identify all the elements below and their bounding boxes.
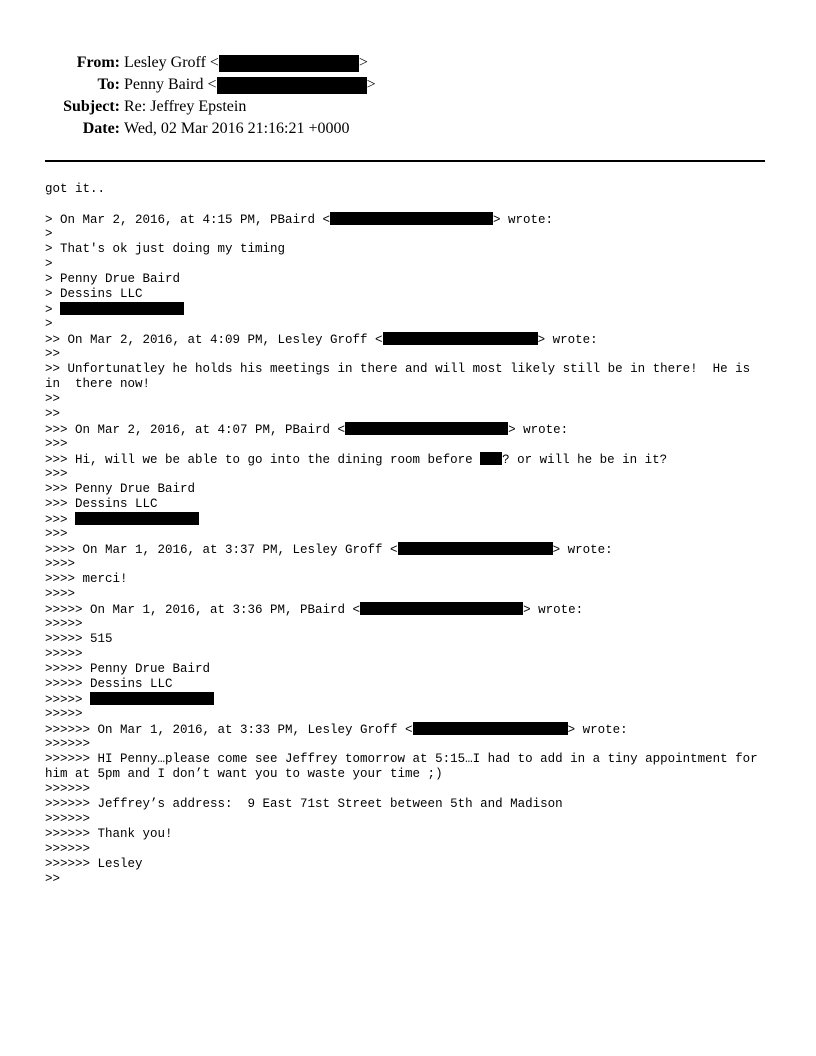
redaction-block bbox=[219, 55, 359, 72]
body-line: >>>>>> bbox=[45, 782, 91, 796]
redaction-block bbox=[480, 452, 502, 465]
body-line: >>>>>> bbox=[45, 842, 91, 856]
body-line: >> bbox=[45, 392, 61, 406]
body-line: > bbox=[45, 317, 53, 331]
body-line: >>>>> bbox=[45, 617, 83, 631]
date-row bbox=[0, 118, 816, 140]
to-label: To: bbox=[97, 76, 120, 93]
to-row bbox=[0, 74, 816, 96]
body-line: >>> bbox=[45, 437, 68, 451]
body-line: >>>>>> Lesley bbox=[45, 857, 143, 871]
redaction-block bbox=[75, 512, 199, 525]
body-line: got it.. bbox=[45, 182, 106, 196]
body-line: > Dessins LLC bbox=[45, 287, 143, 301]
from-label: From: bbox=[76, 54, 120, 71]
quote-header: >> On Mar 2, 2016, at 4:09 PM, Lesley Groff < > wrote: bbox=[45, 333, 598, 347]
quote-header: >>>> On Mar 1, 2016, at 3:37 PM, Lesley Groff < > wrote: bbox=[45, 543, 613, 557]
subject-row bbox=[0, 96, 816, 118]
body-line: >> bbox=[45, 872, 61, 886]
redaction-block bbox=[60, 302, 184, 315]
quote-header: >>>>> On Mar 1, 2016, at 3:36 PM, PBaird < > wrote: bbox=[45, 603, 584, 617]
header-divider bbox=[45, 160, 765, 162]
redaction-block bbox=[217, 77, 367, 94]
from-row bbox=[0, 52, 816, 74]
body-line: >>>>> bbox=[45, 707, 83, 721]
redaction-block bbox=[383, 332, 538, 345]
body-line: >>> bbox=[45, 512, 765, 527]
body-line: >>>>>> Jeffrey’s address: 9 East 71st Street between 5th and Madison bbox=[45, 797, 563, 811]
body-line: > bbox=[45, 227, 53, 241]
body-line: >>>>>> bbox=[45, 737, 91, 751]
body-line: >>>> bbox=[45, 587, 76, 601]
redaction-block bbox=[345, 422, 508, 435]
body-line: >>>>> bbox=[45, 647, 83, 661]
body-line: >> bbox=[45, 407, 61, 421]
body-line: >>> bbox=[45, 467, 68, 481]
body-line: > That's ok just doing my timing bbox=[45, 242, 286, 256]
subject-value: Re: Jeffrey Epstein bbox=[124, 98, 247, 115]
body-line: >>>>>> Thank you! bbox=[45, 827, 173, 841]
body-line: > bbox=[45, 302, 765, 317]
quote-header: > On Mar 2, 2016, at 4:15 PM, PBaird < > wrote: bbox=[45, 213, 554, 227]
body-line: >>> Dessins LLC bbox=[45, 497, 158, 511]
body-line: > Penny Drue Baird bbox=[45, 272, 181, 286]
body-line: > bbox=[45, 257, 53, 271]
date-value: Wed, 02 Mar 2016 21:16:21 +0000 bbox=[124, 120, 350, 137]
email-header bbox=[0, 52, 816, 140]
body-line: >>>>> Penny Drue Baird bbox=[45, 662, 211, 676]
subject-label: Subject: bbox=[63, 98, 120, 115]
body-line: >>>> merci! bbox=[45, 572, 128, 586]
quote-header: >>>>>> On Mar 1, 2016, at 3:33 PM, Lesley Groff < > wrote: bbox=[45, 723, 628, 737]
body-line: >> Unfortunatley he holds his meetings in there and will most likely still be in there! He is in there now! bbox=[45, 362, 758, 391]
body-line: >>>> bbox=[45, 557, 76, 571]
body-line: >>>>> 515 bbox=[45, 632, 113, 646]
redaction-block bbox=[413, 722, 568, 735]
body-line: >>> Penny Drue Baird bbox=[45, 482, 196, 496]
body-line: >>>>>> bbox=[45, 812, 91, 826]
body-line: >>>>>> HI Penny…please come see Jeffrey tomorrow at 5:15…I had to add in a tiny appointment for him at 5pm and I don’t want you to waste your time ;) bbox=[45, 752, 766, 781]
redaction-block bbox=[360, 602, 523, 615]
redaction-block bbox=[330, 212, 493, 225]
redaction-block bbox=[398, 542, 553, 555]
redaction-block bbox=[90, 692, 214, 705]
quote-header: >>> On Mar 2, 2016, at 4:07 PM, PBaird < > wrote: bbox=[45, 423, 569, 437]
body-line: >> bbox=[45, 347, 61, 361]
from-value: Lesley Groff < > bbox=[124, 54, 368, 71]
date-label: Date: bbox=[82, 120, 120, 137]
to-value: Penny Baird < > bbox=[124, 76, 376, 93]
body-line: >>>>> Dessins LLC bbox=[45, 677, 173, 691]
email-body bbox=[45, 182, 765, 887]
body-line: >>>>> bbox=[45, 692, 765, 707]
body-line: >>> Hi, will we be able to go into the dining room before ? or will he be in it? bbox=[45, 453, 668, 467]
body-line: >>> bbox=[45, 527, 68, 541]
body-line bbox=[45, 197, 765, 212]
